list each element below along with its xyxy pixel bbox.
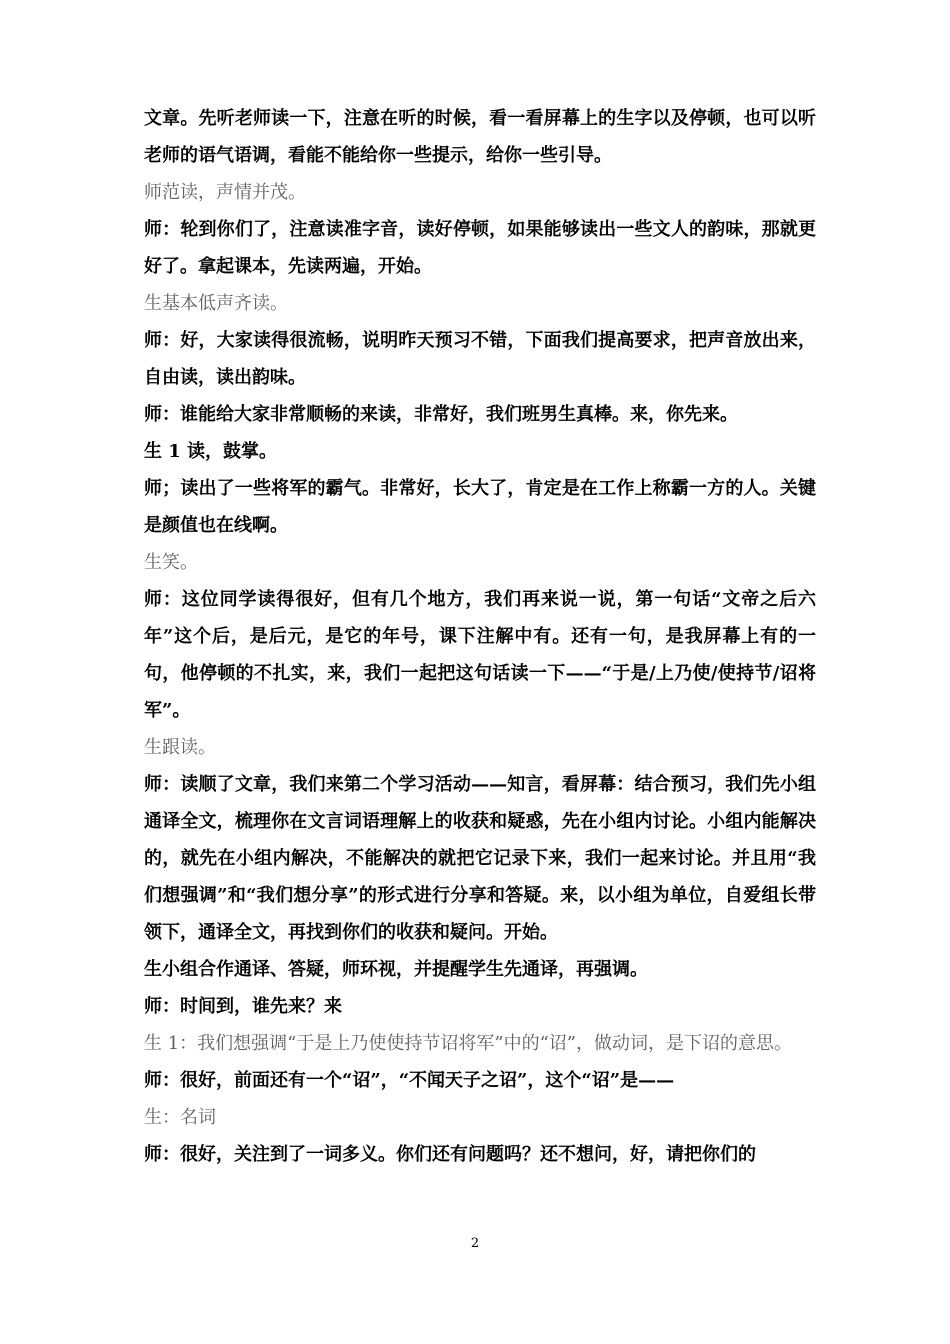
- paragraph-13: 师：时间到，谁先来？来: [144, 996, 342, 1017]
- paragraph-6: 生 1 读，鼓掌。: [144, 441, 278, 462]
- paragraph-12: 生小组合作通译、答疑，师环视，并提醒学生先通译，再强调。: [144, 959, 648, 980]
- paragraph-0: 文章。先听老师读一下，注意在听的时候，看一看屏幕上的生字以及停顿，也可以听老师的语气语调，看能不能给你一些提示，给你一些引导。: [144, 108, 816, 166]
- paragraph-5: 师：谁能给大家非常顺畅的来读，非常好，我们班男生真棒。来，你先来。: [144, 404, 738, 425]
- paragraph-4: 师：好，大家读得很流畅，说明昨天预习不错，下面我们提高要求，把声音放出来，自由读，读出韵味。: [144, 330, 816, 388]
- paragraph-7: 师；读出了一些将军的霸气。非常好，长大了，肯定是在工作上称霸一方的人。关键是颜值也在线啊。: [144, 478, 816, 536]
- document-body: [144, 100, 816, 1173]
- paragraph-3: 生基本低声齐读。: [144, 293, 288, 314]
- paragraph-10: 生跟读。: [144, 737, 216, 758]
- paragraph-16: 生：名词: [144, 1107, 216, 1128]
- paragraph-11: 师：读顺了文章，我们来第二个学习活动——知言，看屏幕：结合预习，我们先小组通译全文，梳理你在文言词语理解上的收获和疑惑，先在小组内讨论。小组内能解决的，就先在小组内解决，不能解决的就把它记录下来，我们一起来讨论。并且用“我们想强调”和“我们想分享”的形式进行分享和答疑。来，以小组为单位，自爱组长带领下，通译全文，再找到你们的收获和疑问。开始。: [144, 774, 816, 943]
- paragraph-1: 师范读，声情并茂。: [144, 182, 306, 203]
- paragraph-15: 师：很好，前面还有一个“诏”，“不闻天子之诏”，这个“诏”是——: [144, 1070, 675, 1091]
- paragraph-2: 师：轮到你们了，注意读准字音，读好停顿，如果能够读出一些文人的韵味，那就更好了。拿起课本，先读两遍，开始。: [144, 219, 816, 277]
- paragraph-14: 生 1：我们想强调“于是上乃使使持节诏将军”中的“诏”，做动词，是下诏的意思。: [144, 1033, 792, 1054]
- paragraph-8: 生笑。: [144, 552, 198, 573]
- paragraph-9: 师：这位同学读得很好，但有几个地方，我们再来说一说，第一句话“文帝之后六年”这个后，是后元，是它的年号，课下注解中有。还有一句，是我屏幕上有的一句，他停顿的不扎实，来，我们一起把这句话读一下——“于是/上乃使/使持节/诏将军”。: [144, 589, 816, 721]
- paragraph-17: 师：很好，关注到了一词多义。你们还有问题吗？还不想问，好，请把你们的: [144, 1144, 756, 1165]
- page-number: 2: [470, 1236, 480, 1251]
